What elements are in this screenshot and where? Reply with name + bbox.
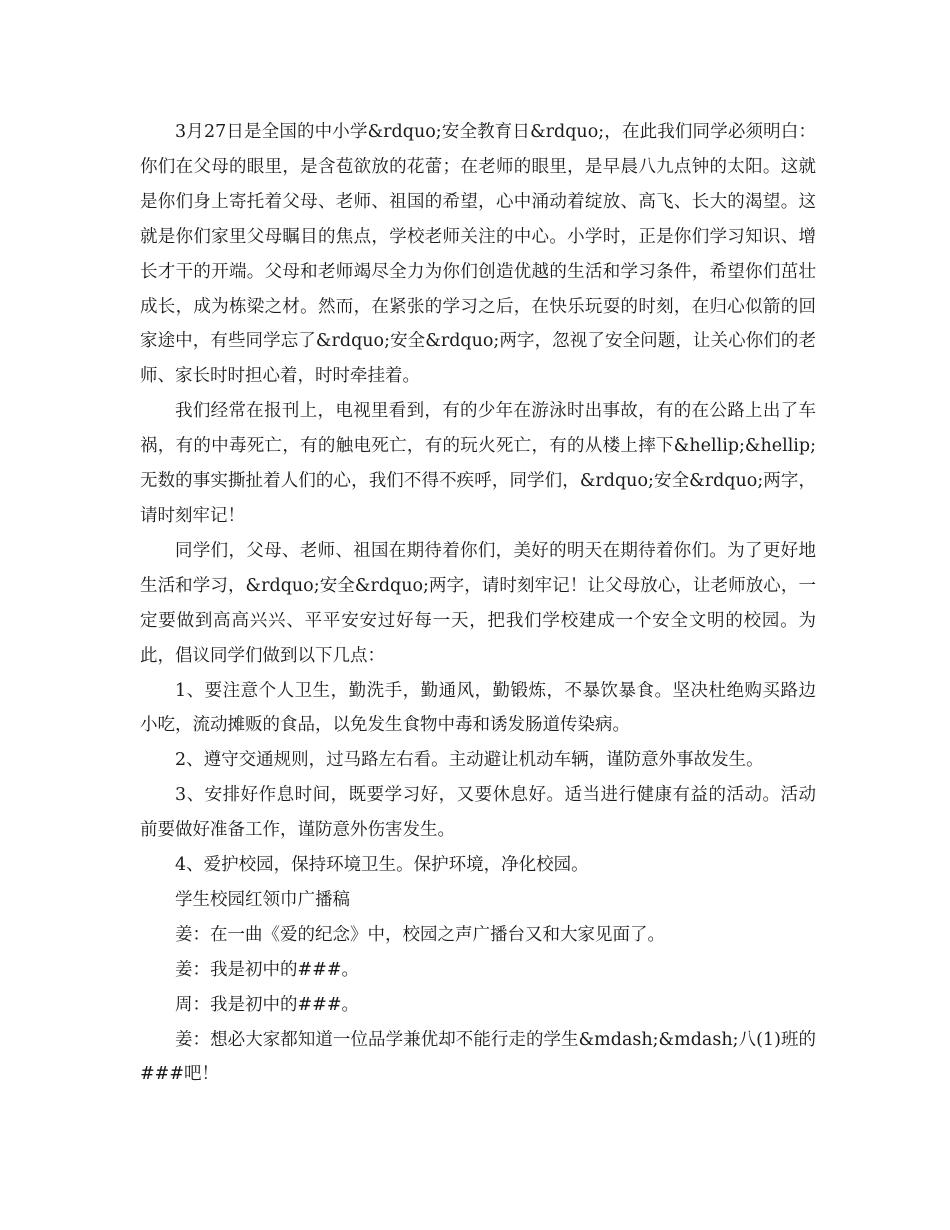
section-title: 学生校园红领巾广播稿 <box>175 889 350 910</box>
dialogue-line: 周：我是初中的###。 <box>175 994 359 1015</box>
paragraph-appeal: 同学们，父母、老师、祖国在期待着你们，美好的明天在期待着你们。为了更好地生活和学习，&rdquo;安全&rdquo;两字，请时刻牢记！让父母放心，让老师放心，一定要做到高高兴兴、平平安安过好每一天，把我们学校建成一个安全文明的校园。为此，倡议同学们做到以下几点： <box>140 540 816 666</box>
paragraph-intro: 3月27日是全国的中小学&rdquo;安全教育日&rdquo;，在此我们同学必须明白：你们在父母的眼里，是含苞欲放的花蕾；在老师的眼里，是早晨八九点钟的太阳。这就是你们身上寄托着父母、老师、祖国的希望，心中涌动着绽放、高飞、长大的渴望。这就是你们家里父母瞩目的焦点，学校老师关注的中心。小学时，正是你们学习知识、增长才干的开端。父母和老师竭尽全力为你们创造优越的生活和学习条件，希望你们茁壮成长，成为栋梁之材。然而，在紧张的学习之后，在快乐玩耍的时刻，在归心似箭的回家途中，有些同学忘了&rdquo;安全&rdquo;两字，忽视了安全问题，让关心你们的老师、家长时时担心着，时时牵挂着。 <box>140 122 816 387</box>
dialogue-line: 姜：在一曲《爱的纪念》中，校园之声广播台又和大家见面了。 <box>175 924 665 945</box>
list-item-campus: 4、爱护校园，保持环境卫生。保护环境，净化校园。 <box>175 855 589 876</box>
list-item-schedule: 3、安排好作息时间，既要学习好，又要休息好。适当进行健康有益的活动。活动前要做好准备工作，谨防意外伤害发生。 <box>140 785 816 841</box>
dialogue-line: 姜：我是初中的###。 <box>175 959 359 980</box>
paragraph-news: 我们经常在报刊上，电视里看到，有的少年在游泳时出事故，有的在公路上出了车祸，有的中毒死亡，有的触电死亡，有的玩火死亡，有的从楼上摔下&hellip;&hellip;无数的事实撕扯着人们的心，我们不得不疾呼，同学们，&rdquo;安全&rdquo;两字，请时刻牢记！ <box>140 401 816 526</box>
document-body <box>140 115 816 1092</box>
list-item-traffic: 2、遵守交通规则，过马路左右看。主动避让机动车辆，谨防意外事故发生。 <box>175 750 764 771</box>
dialogue-line: 姜：想必大家都知道一位品学兼优却不能行走的学生&mdash;&mdash;八(1)班的###吧！ <box>140 1029 816 1085</box>
list-item-hygiene: 1、要注意个人卫生，勤洗手，勤通风，勤锻炼，不暴饮暴食。坚决杜绝购买路边小吃，流动摊贩的食品，以免发生食物中毒和诱发肠道传染病。 <box>140 680 816 736</box>
